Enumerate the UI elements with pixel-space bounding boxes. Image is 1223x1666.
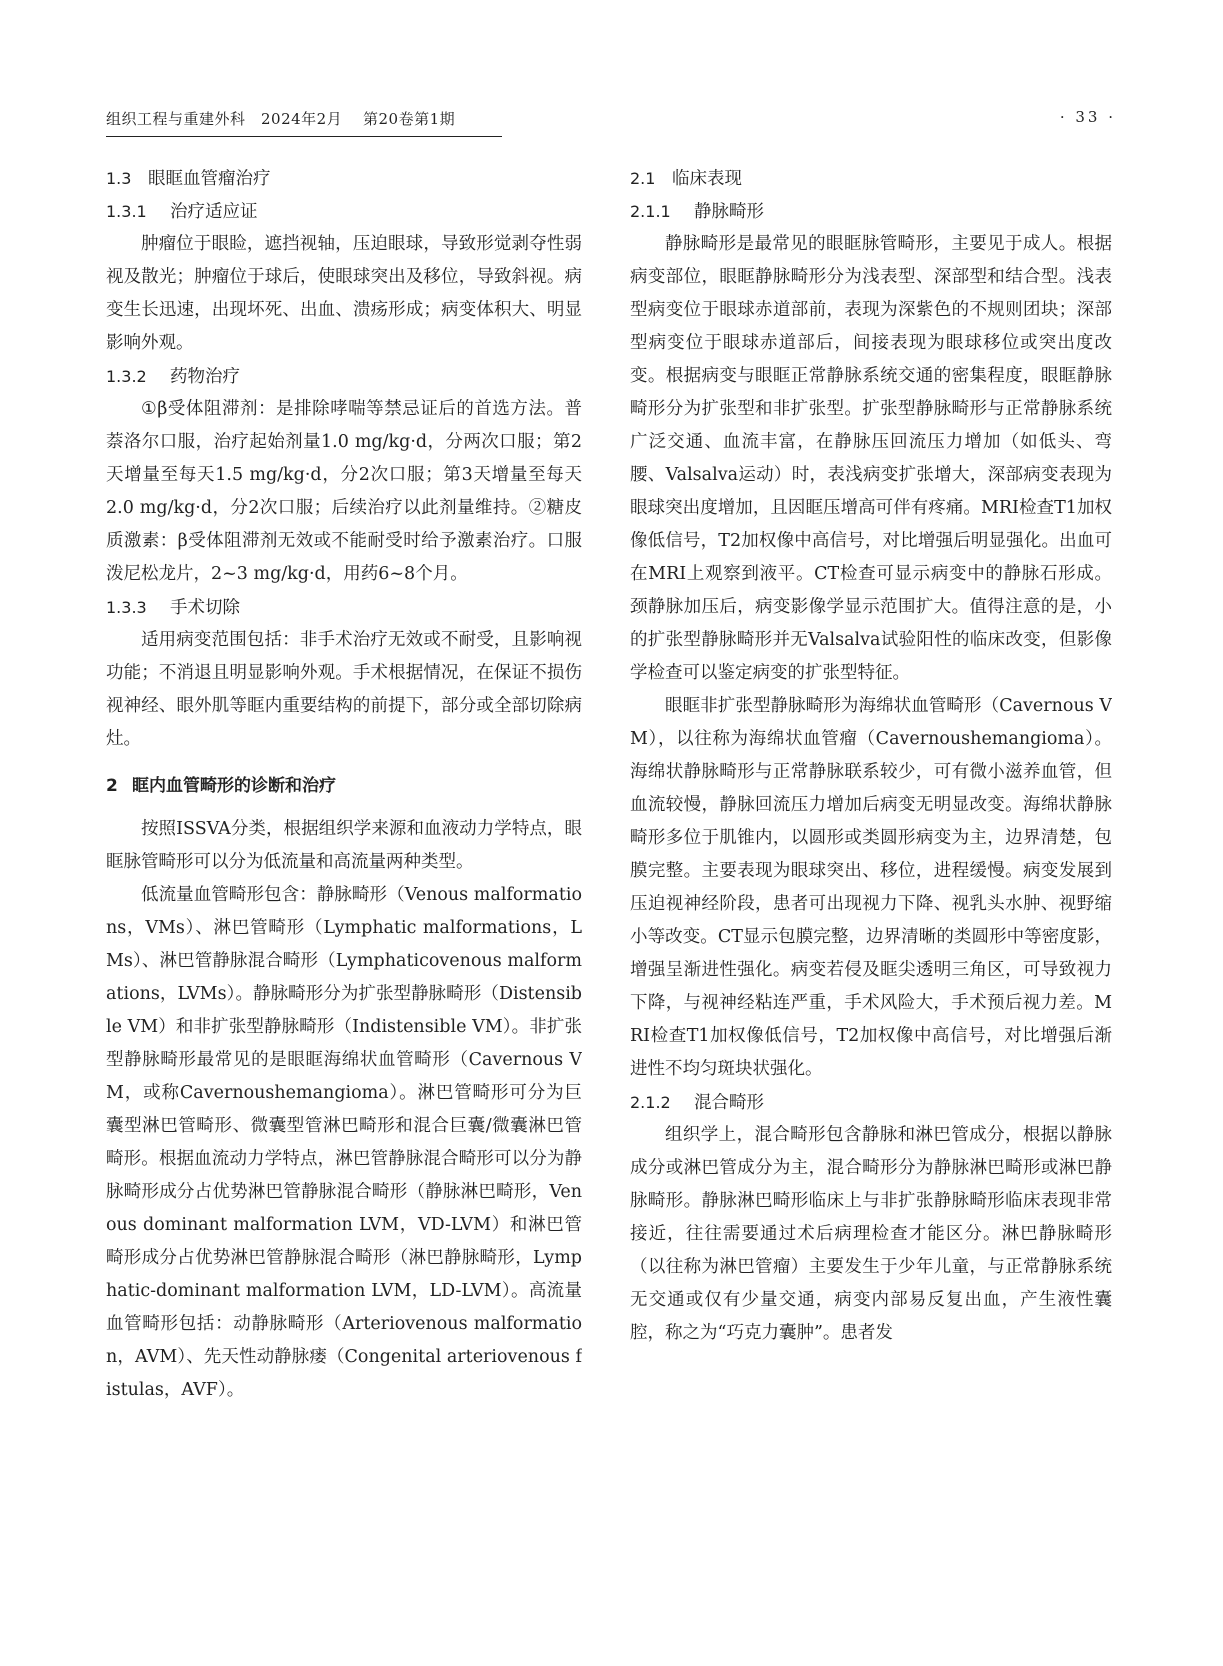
paragraph-cavernous-vm: 眼眶非扩张型静脉畸形为海绵状血管畸形（Cavernous VM），以往称为海绵状血管瘤（Cavernoushemangioma）。海绵状静脉畸形与正常静脉联系较少，可有微小滋养血管，但血流较慢，静脉回流压力增加后病变无明显改变。海绵状静脉畸形多位于肌锥内，以圆形或类圆形病变为主，边界清楚，包膜完整。主要表现为眼球突出、移位，进程缓慢。病变发展到压迫视神经阶段，患者可出现视力下降、视乳头水肿、视野缩小等改变。CT显示包膜完整，边界清晰的类圆形中等密度影，增强呈渐进性强化。病变若侵及眶尖透明三角区，可导致视力下降，与视神经粘连严重，手术风险大，手术预后视力差。MRI检查T1加权像低信号，T2加权像中高信号，对比增强后渐进性不均匀斑块状强化。 [630, 696, 1112, 1079]
section-number: 1.3 [106, 169, 132, 188]
paragraph-mixed-malformation: 组织学上，混合畸形包含静脉和淋巴管成分，根据以静脉成分或淋巴管成分为主，混合畸形分为静脉淋巴畸形或淋巴静脉畸形。静脉淋巴畸形临床上与非扩张静脉畸形临床表现非常接近，往往需要通过术后病理检查才能区分。淋巴静脉畸形（以往称为淋巴管瘤）主要发生于少年儿童，与正常静脉系统无交通或仅有少量交通，病变内部易反复出血，产生液性囊腔，称之为“巧克力囊肿”。患者发 [630, 1125, 1112, 1343]
running-header [106, 108, 1116, 136]
spacer [106, 803, 582, 813]
section-number: 2 [106, 776, 118, 796]
section-heading-1-3 [106, 162, 582, 195]
spacer [106, 756, 582, 770]
paragraph-classification: 按照ISSVA分类，根据组织学来源和血液动力学特点，眼眶脉管畸形可以分为低流量和高流量两种类型。 [106, 819, 582, 872]
section-number: 2.1.2 [630, 1093, 671, 1112]
section-heading-1-3-2 [106, 360, 582, 393]
section-heading-2 [106, 770, 582, 803]
section-heading-2-1-1 [630, 195, 1112, 228]
paragraph-low-flow: 低流量血管畸形包含：静脉畸形（Venous malformations，VMs）、淋巴管畸形（Lymphatic malformations，LMs）、淋巴管静脉混合畸形（Lymphaticovenous malformations，LVMs）。静脉畸形分为扩张型静脉畸形（Distensible VM）和非扩张型静脉畸形（Indistensible VM）。非扩张型静脉畸形最常见的是眼眶海绵状血管畸形（Cavernous VM，或称Cavernoushemangioma）。淋巴管畸形可分为巨囊型淋巴管畸形、微囊型管淋巴畸形和混合巨囊/微囊淋巴管畸形。根据血流动力学特点，淋巴管静脉混合畸形可以分为静脉畸形成分占优势淋巴管静脉混合畸形（静脉淋巴畸形，Venous dominant malformation LVM，VD-LVM）和淋巴管畸形成分占优势淋巴管静脉混合畸形（淋巴静脉畸形，Lymphatic-dominant malformation LVM，LD-LVM）。高流量血管畸形包括：动静脉畸形（Arteriovenous malformation，AVM）、先天性动静脉瘘（Congenital arteriovenous fistulas，AVF）。 [106, 885, 582, 1400]
paragraph-surgery: 适用病变范围包括：非手术治疗无效或不耐受，且影响视功能；不消退且明显影响外观。手术根据情况，在保证不损伤视神经、眼外肌等眶内重要结构的前提下，部分或全部切除病灶。 [106, 630, 582, 749]
section-title: 临床表现 [672, 169, 742, 189]
section-title: 混合畸形 [694, 1093, 764, 1113]
section-title: 药物治疗 [170, 367, 240, 387]
section-title: 治疗适应证 [170, 202, 258, 222]
section-number: 1.3.1 [106, 202, 147, 221]
section-number: 1.3.3 [106, 598, 147, 617]
journal-citation: 组织工程与重建外科 2024年2月 第20卷第1期 [106, 110, 456, 128]
section-title: 眶内血管畸形的诊断和治疗 [132, 776, 336, 796]
section-heading-2-1 [630, 162, 1112, 195]
section-heading-1-3-3 [106, 591, 582, 624]
left-column [106, 162, 582, 1407]
header-rule [106, 136, 502, 137]
section-number: 2.1.1 [630, 202, 671, 221]
page-number: · 33 · [1059, 108, 1116, 126]
section-title: 手术切除 [170, 598, 240, 618]
section-number: 2.1 [630, 169, 656, 188]
section-title: 眼眶血管瘤治疗 [148, 169, 271, 189]
section-title: 静脉畸形 [694, 202, 764, 222]
paragraph-venous-malformation: 静脉畸形是最常见的眼眶脉管畸形，主要见于成人。根据病变部位，眼眶静脉畸形分为浅表型、深部型和结合型。浅表型病变位于眼球赤道部前，表现为深紫色的不规则团块；深部型病变位于眼球赤道部后，间接表现为眼球移位或突出度改变。根据病变与眼眶正常静脉系统交通的密集程度，眼眶静脉畸形分为扩张型和非扩张型。扩张型静脉畸形与正常静脉系统广泛交通、血流丰富，在静脉压回流压力增加（如低头、弯腰、Valsalva运动）时，表浅病变扩张增大，深部病变表现为眼球突出度增加，且因眶压增高可伴有疼痛。MRI检查T1加权像低信号，T2加权像中高信号，对比增强后明显强化。出血可在MRI上观察到液平。CT检查可显示病变中的静脉石形成。颈静脉加压后，病变影像学显示范围扩大。值得注意的是，小的扩张型静脉畸形并无Valsalva试验阳性的临床改变，但影像学检查可以鉴定病变的扩张型特征。 [630, 234, 1112, 683]
section-number: 1.3.2 [106, 367, 147, 386]
section-heading-1-3-1 [106, 195, 582, 228]
section-heading-2-1-2 [630, 1086, 1112, 1119]
paragraph-indications: 肿瘤位于眼睑，遮挡视轴，压迫眼球，导致形觉剥夺性弱视及散光；肿瘤位于球后，使眼球突出及移位，导致斜视。病变生长迅速，出现坏死、出血、溃疡形成；病变体积大、明显影响外观。 [106, 234, 582, 353]
right-column [630, 162, 1112, 1350]
paragraph-drug-therapy: ①β受体阻滞剂：是排除哮喘等禁忌证后的首选方法。普萘洛尔口服，治疗起始剂量1.0 mg/kg·d，分两次口服；第2天增量至每天1.5 mg/kg·d，分2次口服；第3天增量至每天2.0 mg/kg·d，分2次口服；后续治疗以此剂量维持。②糖皮质激素：β受体阻滞剂无效或不能耐受时给予激素治疗。口服泼尼松龙片，2~3 mg/kg·d，用药6~8个月。 [106, 399, 582, 584]
